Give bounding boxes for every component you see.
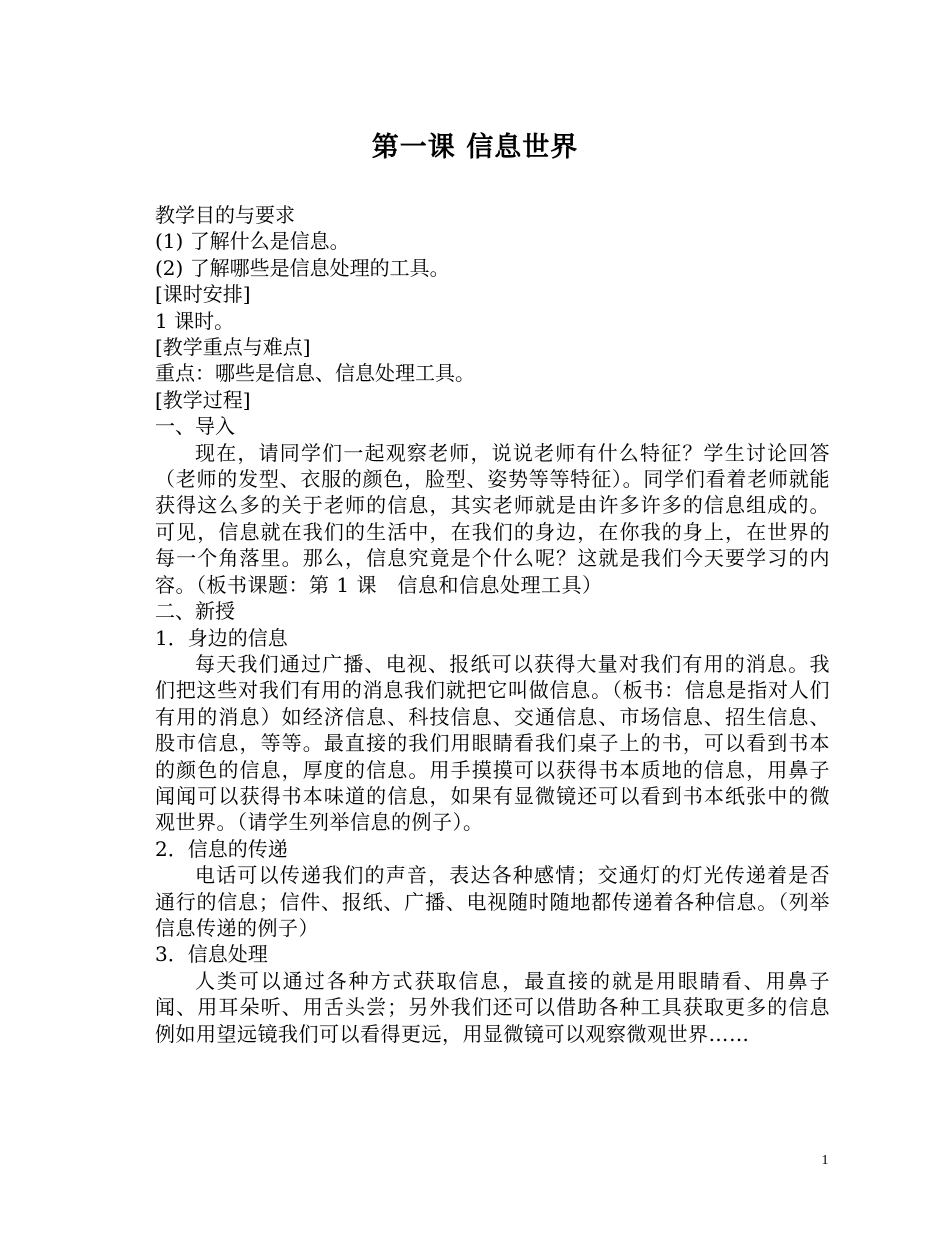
page-title: 第一课 信息世界 (371, 132, 579, 163)
subheading-transmission: 2．信息的传递 (155, 836, 288, 861)
paragraph-transmission: 电话可以传递我们的声音，表达各种感情；交通灯的灯光传递着是否通行的信息；信件、报纸、广播、电视随时随地都传递着各种信息。（列举信息传递的例子） (155, 863, 830, 940)
schedule-heading: [课时安排] (155, 282, 251, 307)
process-heading: [教学过程] (155, 387, 251, 412)
objective-item: (1) 了解什么是信息。 (155, 229, 350, 254)
paragraph-around-us: 每天我们通过广播、电视、报纸可以获得大量对我们有用的消息。我们把这些对我们有用的消息我们就把它叫做信息。（板书：信息是指对人们有用的消息）如经济信息、科技信息、交通信息、市场信息、招生信息、股市信息，等等。最直接的我们用眼睛看我们桌子上的书，可以看到书本的颜色的信息，厚度的信息。用手摸摸可以获得书本质地的信息，用鼻子闻闻可以获得书本味道的信息，如果有显微镜还可以看到书本纸张中的微观世界。（请学生列举信息的例子）。 (155, 651, 830, 835)
keypoints-value: 重点：哪些是信息、信息处理工具。 (155, 361, 475, 386)
section-heading-new: 二、新授 (155, 599, 235, 624)
objective-item: (2) 了解哪些是信息处理的工具。 (155, 255, 450, 280)
paragraph-processing: 人类可以通过各种方式获取信息，最直接的就是用眼睛看、用鼻子闻、用耳朵听、用舌头尝；另外我们还可以借助各种工具获取更多的信息例如用望远镜我们可以看得更远，用显微镜可以观察微观世界…… (155, 968, 830, 1046)
keypoints-heading: [教学重点与难点] (155, 335, 311, 360)
objectives-heading: 教学目的与要求 (155, 203, 295, 227)
subheading-around-us: 1．身边的信息 (155, 625, 288, 650)
subheading-processing: 3．信息处理 (155, 942, 268, 967)
paragraph-intro: 现在，请同学们一起观察老师，说说老师有什么特征？学生讨论回答（老师的发型、衣服的颜色，脸型、姿势等等特征）。同学们看着老师就能获得这么多的关于老师的信息，其实老师就是由许多许多的信息组成的。可见，信息就在我们的生活中，在我们的身边，在你我的身上，在世界的每一个角落里。那么，信息究竟是个什么呢？这就是我们今天要学习的内容。（板书课题：第 1 课 信息和信息处理工具） (155, 440, 830, 597)
schedule-value: 1 课时。 (155, 308, 235, 333)
section-heading-intro: 一、导入 (155, 414, 235, 439)
page-number: 1 (821, 1153, 829, 1168)
document-body (155, 202, 830, 1047)
